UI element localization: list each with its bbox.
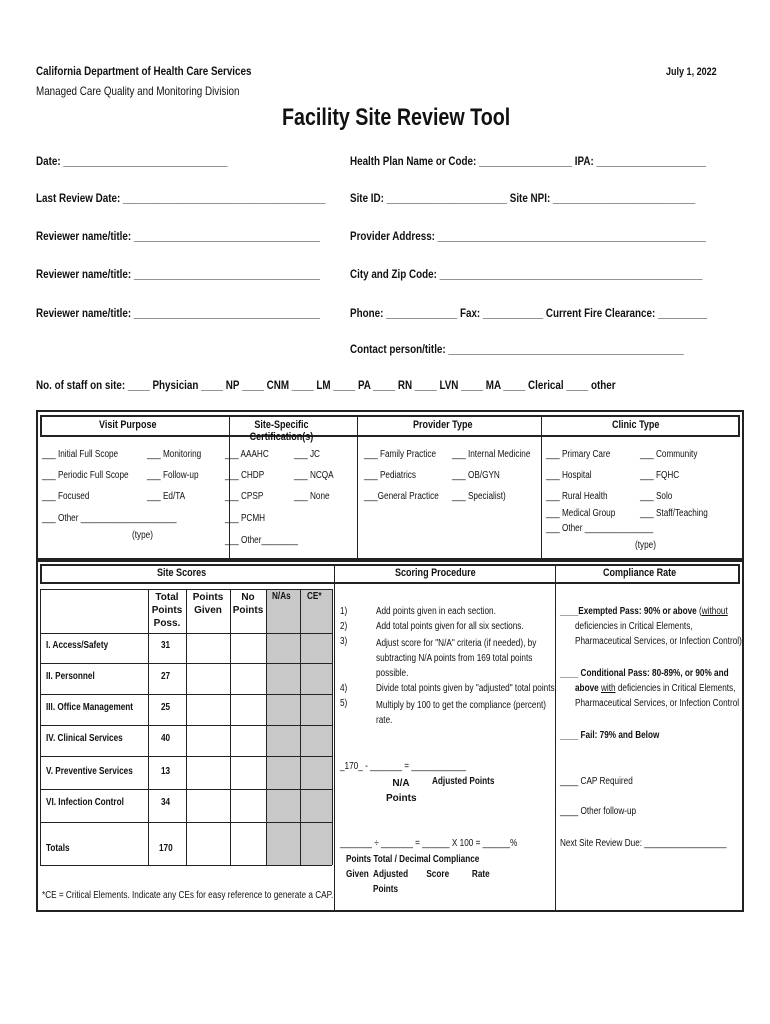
score-row-total: 31 (161, 640, 171, 651)
cert-option[interactable]: ___ PCMH (225, 513, 266, 524)
site-id-field[interactable]: Site ID: ______________________ Site NPI: __________________________ (350, 191, 696, 205)
step-text: Add total points given for all six sections. (376, 621, 524, 632)
provider-address-field[interactable]: Provider Address: _________________________________________________ (350, 229, 706, 243)
score-row-label: VI. Infection Control (46, 797, 124, 808)
health-plan-field[interactable]: Health Plan Name or Code: _________________ IPA: ____________________ (350, 154, 706, 168)
cert-option[interactable]: ___ None (294, 491, 330, 502)
clinic-option[interactable]: ___ Staff/Teaching (640, 508, 708, 519)
no-points-col-header: No Points (232, 592, 264, 616)
score-row-total: 13 (161, 766, 171, 777)
cert-option[interactable]: ___ JC (294, 449, 320, 460)
points-given-col-header: Points Given (192, 592, 224, 616)
score-row-total: 27 (161, 671, 171, 682)
reviewer-field-3[interactable]: Reviewer name/title: __________________________________ (36, 306, 320, 320)
score-row-label: III. Office Management (46, 702, 134, 713)
reviewer-field-1[interactable]: Reviewer name/title: __________________________________ (36, 229, 320, 243)
na-points-label: N/A Points (386, 778, 417, 804)
calc-label-row3: Points (373, 884, 399, 895)
visit-option[interactable]: ___ Other _____________________ (42, 513, 177, 524)
staff-count-row[interactable]: No. of staff on site: ____ Physician ____ NP ____ CNM ____ LM ____ PA ____ RN ____ LVN ____ MA ____ Clerical ____ other (36, 378, 616, 392)
type-label: (type) (635, 540, 656, 551)
conditional-pass-detail: Pharmaceutical Services, or Infection Control (575, 698, 740, 709)
clinic-option[interactable]: ___ Community (640, 449, 698, 460)
reviewer-field-2[interactable]: Reviewer name/title: __________________________________ (36, 267, 320, 281)
division-name: Managed Care Quality and Monitoring Division (36, 84, 240, 98)
calc-label-row2: Given Adjusted Score Rate (346, 869, 490, 880)
step-number: 4) (340, 683, 348, 694)
step-text: Divide total points given by "adjusted" total points. (376, 683, 557, 694)
contact-field[interactable]: Contact person/title: ___________________________________________ (350, 342, 684, 356)
exempted-pass-detail: Pharmaceutical Services, or Infection Control) (575, 636, 742, 647)
provider-option[interactable]: ___ Internal Medicine (452, 449, 531, 460)
adjusted-points-label: Adjusted Points (432, 776, 495, 787)
visit-option[interactable]: ___ Monitoring (147, 449, 202, 460)
score-row-total: 34 (161, 797, 171, 808)
next-review-field[interactable]: Next Site Review Due: __________________ (560, 838, 727, 849)
provider-option[interactable]: ___ OB/GYN (452, 470, 500, 481)
provider-type-header: Provider Type (412, 419, 473, 431)
visit-option[interactable]: ___ Ed/TA (147, 491, 186, 502)
phone-fax-field[interactable]: Phone: _____________ Fax: ___________ Current Fire Clearance: _________ (350, 306, 708, 320)
totals-label: Totals (46, 843, 70, 854)
clinic-option[interactable]: ___ Medical Group (546, 508, 616, 519)
step-number: 2) (340, 621, 348, 632)
cert-option[interactable]: ___ CHDP (225, 470, 265, 481)
conditional-pass-detail: above with deficiencies in Critical Elements, (575, 683, 736, 694)
conditional-pass-option[interactable]: ____ Conditional Pass: 80-89%, or 90% and (560, 668, 729, 679)
ce-footnote: *CE = Critical Elements. Indicate any CEs for easy reference to generate a CAP. (42, 890, 334, 901)
step-number: 1) (340, 606, 348, 617)
ce-column-shade (300, 589, 332, 865)
step-number: 3) (340, 636, 348, 647)
score-row-label: II. Personnel (46, 671, 95, 682)
clinic-option[interactable]: ___ Rural Health (546, 491, 608, 502)
calc-label-row1: Points Total / Decimal Compliance (346, 854, 480, 865)
clinic-option[interactable]: ___ Other _______________ (546, 523, 654, 534)
cert-option[interactable]: ___ AAAHC (225, 449, 269, 460)
site-scores-header: Site Scores (157, 567, 207, 579)
date-field[interactable]: Date: ______________________________ (36, 154, 228, 168)
na-col-header: N/As (271, 591, 291, 602)
step-number: 5) (340, 698, 348, 709)
exempted-pass-detail: deficiencies in Critical Elements, (575, 621, 693, 632)
na-calc-line[interactable]: _170_ - _______ = ____________ (340, 761, 467, 772)
score-row-label: V. Preventive Services (46, 766, 133, 777)
score-row-total: 25 (161, 702, 171, 713)
visit-option[interactable]: ___ Focused (42, 491, 90, 502)
cap-required-option[interactable]: ____ CAP Required (560, 776, 633, 787)
step-text: Add points given in each section. (376, 606, 496, 617)
score-row-label: IV. Clinical Services (46, 733, 123, 744)
totals-value: 170 (158, 843, 173, 854)
compliance-rate-header: Compliance Rate (602, 567, 677, 579)
document-date: July 1, 2022 (666, 66, 717, 78)
ce-col-header: CE* (307, 591, 322, 602)
provider-option[interactable]: ___ Pediatrics (364, 470, 416, 481)
cert-option[interactable]: ___ Other________ (225, 535, 298, 546)
department-name: California Department of Health Care Services (36, 64, 252, 78)
na-column-shade (266, 589, 300, 865)
type-label: (type) (132, 530, 153, 541)
provider-option[interactable]: ___ Family Practice (364, 449, 437, 460)
score-row-label: I. Access/Safety (46, 640, 109, 651)
visit-option[interactable]: ___ Periodic Full Scope (42, 470, 129, 481)
cert-option[interactable]: ___ NCQA (294, 470, 334, 481)
provider-option[interactable]: ___General Practice (364, 491, 439, 502)
page-title: Facility Site Review Tool (282, 104, 511, 131)
scoring-procedure-header: Scoring Procedure (395, 567, 476, 579)
total-points-col-header: Total Points Poss. (151, 592, 183, 629)
clinic-option[interactable]: ___ Hospital (546, 470, 592, 481)
city-zip-field[interactable]: City and Zip Code: ________________________________________________ (350, 267, 703, 281)
other-followup-option[interactable]: ____ Other follow-up (560, 806, 637, 817)
step-text: Multiply by 100 to get the compliance (percent) rate. (376, 700, 547, 726)
certification-header: Site-Specific Certification(s) (249, 419, 314, 443)
visit-option[interactable]: ___ Follow-up (147, 470, 199, 481)
compliance-calc-line[interactable]: _______ ÷ _______ = ______ X 100 = ______% (340, 838, 518, 849)
provider-option[interactable]: ___ Specialist) (452, 491, 506, 502)
exempted-pass-option[interactable]: ____Exempted Pass: 90% or above (without (560, 606, 728, 617)
score-row-total: 40 (161, 733, 171, 744)
last-review-field[interactable]: Last Review Date: _____________________________________ (36, 191, 326, 205)
visit-purpose-header: Visit Purpose (99, 419, 157, 431)
clinic-option[interactable]: ___ FQHC (640, 470, 680, 481)
cert-option[interactable]: ___ CPSP (225, 491, 264, 502)
step-text: Adjust score for "N/A" criteria (if needed), by subtracting N/A points from 169 total points possible. (376, 638, 537, 679)
clinic-type-header: Clinic Type (611, 419, 660, 431)
clinic-option[interactable]: ___ Solo (640, 491, 673, 502)
fail-option[interactable]: ____ Fail: 79% and Below (560, 730, 660, 741)
clinic-option[interactable]: ___ Primary Care (546, 449, 611, 460)
visit-option[interactable]: ___ Initial Full Scope (42, 449, 119, 460)
